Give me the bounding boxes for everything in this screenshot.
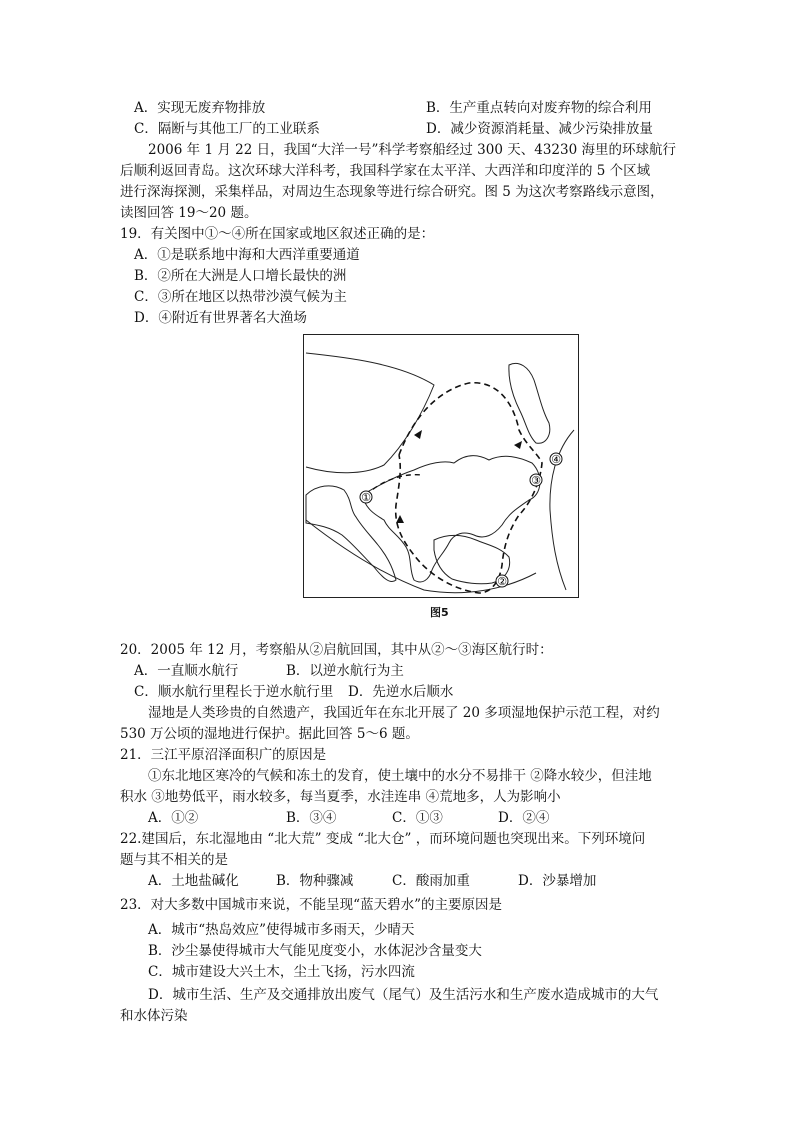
voyage-route <box>396 383 542 593</box>
q20-stem: 20．2005 年 12 月，考察船从②启航回国，其中从②～③海区航行时： <box>120 642 553 658</box>
passage2-line-1: 湿地是人类珍贵的自然遗产，我国近年在东北开展了 20 多项湿地保护示范工程，对约 <box>148 705 660 721</box>
q22-option-c: C．酸雨加重 <box>392 873 470 889</box>
q21-option-a: A．①② <box>148 810 199 826</box>
q21-option-b: B．③④ <box>286 810 337 826</box>
svg-text:②: ② <box>497 575 507 588</box>
route-map-svg <box>304 335 577 596</box>
landmass-east-asia <box>509 363 550 443</box>
passage1-line-3: 进行深海探测，采集样品，对周边生态现象等进行综合研究。图 5 为这次考察路线示意图， <box>120 184 664 200</box>
q22-option-b: B．物种骤减 <box>276 873 354 889</box>
q21-line-2: 积水 ③地势低平，雨水较多，每当夏季，水洼连串 ④荒地多，人为影响小 <box>120 789 561 805</box>
boundary-left <box>306 353 434 473</box>
q23-option-a: A．城市“热岛效应”使得城市多雨天，少晴天 <box>148 922 415 938</box>
q18-option-a: A．实现无废弃物排放 <box>134 100 266 116</box>
q18-option-b: B．生产重点转向对废弃物的综合利用 <box>426 100 652 116</box>
q21-line-1: ①东北地区寒冷的气候和冻土的发育，使土壤中的水分不易排干 ②降水较少，但洼地 <box>148 768 652 784</box>
q22-option-a: A．土地盐碱化 <box>148 873 239 889</box>
q23-option-d-line-1: D．城市生活、生产及交通排放出废气（尾气）及生活污水和生产废水造成城市的大气 <box>148 987 659 1003</box>
q22-stem-2: 题与其不相关的是 <box>120 852 228 868</box>
passage1-line-4: 读图回答 19～20 题。 <box>120 205 258 221</box>
q23-option-c: C．城市建设大兴土木，尘土飞扬，污水四流 <box>148 964 415 980</box>
q20-option-b: B．以逆水航行为主 <box>286 663 404 679</box>
q19-option-c: C．③所在地区以热带沙漠气候为主 <box>134 289 347 305</box>
marker-2 <box>496 575 508 588</box>
q19-option-d: D．④附近有世界著名大渔场 <box>134 310 307 326</box>
q23-option-d-line-2: 和水体污染 <box>120 1008 188 1024</box>
route-arrow-1 <box>414 430 422 439</box>
q21-stem: 21．三江平原沼泽面积广的原因是 <box>120 747 327 763</box>
svg-text:③: ③ <box>531 474 541 487</box>
route-map-figure <box>303 334 579 598</box>
route-arrow-3 <box>396 515 404 523</box>
q23-option-b: B．沙尘暴使得城市大气能见度变小，水体泥沙含量变大 <box>148 943 482 959</box>
q19-option-b: B．②所在大洲是人口增长最快的洲 <box>134 268 347 284</box>
svg-text:④: ④ <box>551 453 561 466</box>
q23-stem: 23．对大多数中国城市来说，不能呈现“蓝天碧水”的主要原因是 <box>120 897 502 913</box>
passage1-line-2: 后顺利返回青岛。这次环球大洋科考，我国科学家在太平洋、大西洋和印度洋的 5 个区域 <box>120 163 651 179</box>
route-arrow-2 <box>514 441 522 449</box>
q20-option-d: D．先逆水后顺水 <box>348 684 454 700</box>
passage2-line-2: 530 万公顷的湿地进行保护。据此回答 5～6 题。 <box>120 726 419 742</box>
q20-option-c: C．顺水航行里程长于逆水航行里 <box>134 684 334 700</box>
q18-option-d: D．减少资源消耗量、减少污染排放量 <box>426 121 653 137</box>
q22-option-d: D．沙暴增加 <box>518 873 597 889</box>
figure-caption: 图5 <box>430 606 449 619</box>
q21-option-d: D．②④ <box>498 810 550 826</box>
q19-stem: 19．有关图中①～④所在国家或地区叙述正确的是： <box>120 226 435 242</box>
svg-text:①: ① <box>361 491 371 504</box>
marker-4 <box>550 453 562 466</box>
q18-option-c: C．隔断与其他工厂的工业联系 <box>134 121 320 137</box>
q22-stem-1: 22.建国后，东北湿地由 “北大荒” 变成 “北大仓” ，而环境问题也突现出来。下列环境问 <box>120 831 646 847</box>
passage1-line-1: 2006 年 1 月 22 日，我国“大洋一号”科学考察船经过 300 天、43230 海里的环球航行 <box>148 142 676 158</box>
landmass-americas <box>306 486 396 582</box>
marker-1 <box>360 491 372 504</box>
q20-option-a: A．一直顺水航行 <box>134 663 239 679</box>
landmass-eurasia-africa <box>362 456 540 582</box>
marker-3 <box>530 474 542 487</box>
q19-option-a: A．①是联系地中海和大西洋重要通道 <box>134 247 360 263</box>
q21-option-c: C．①③ <box>392 810 443 826</box>
